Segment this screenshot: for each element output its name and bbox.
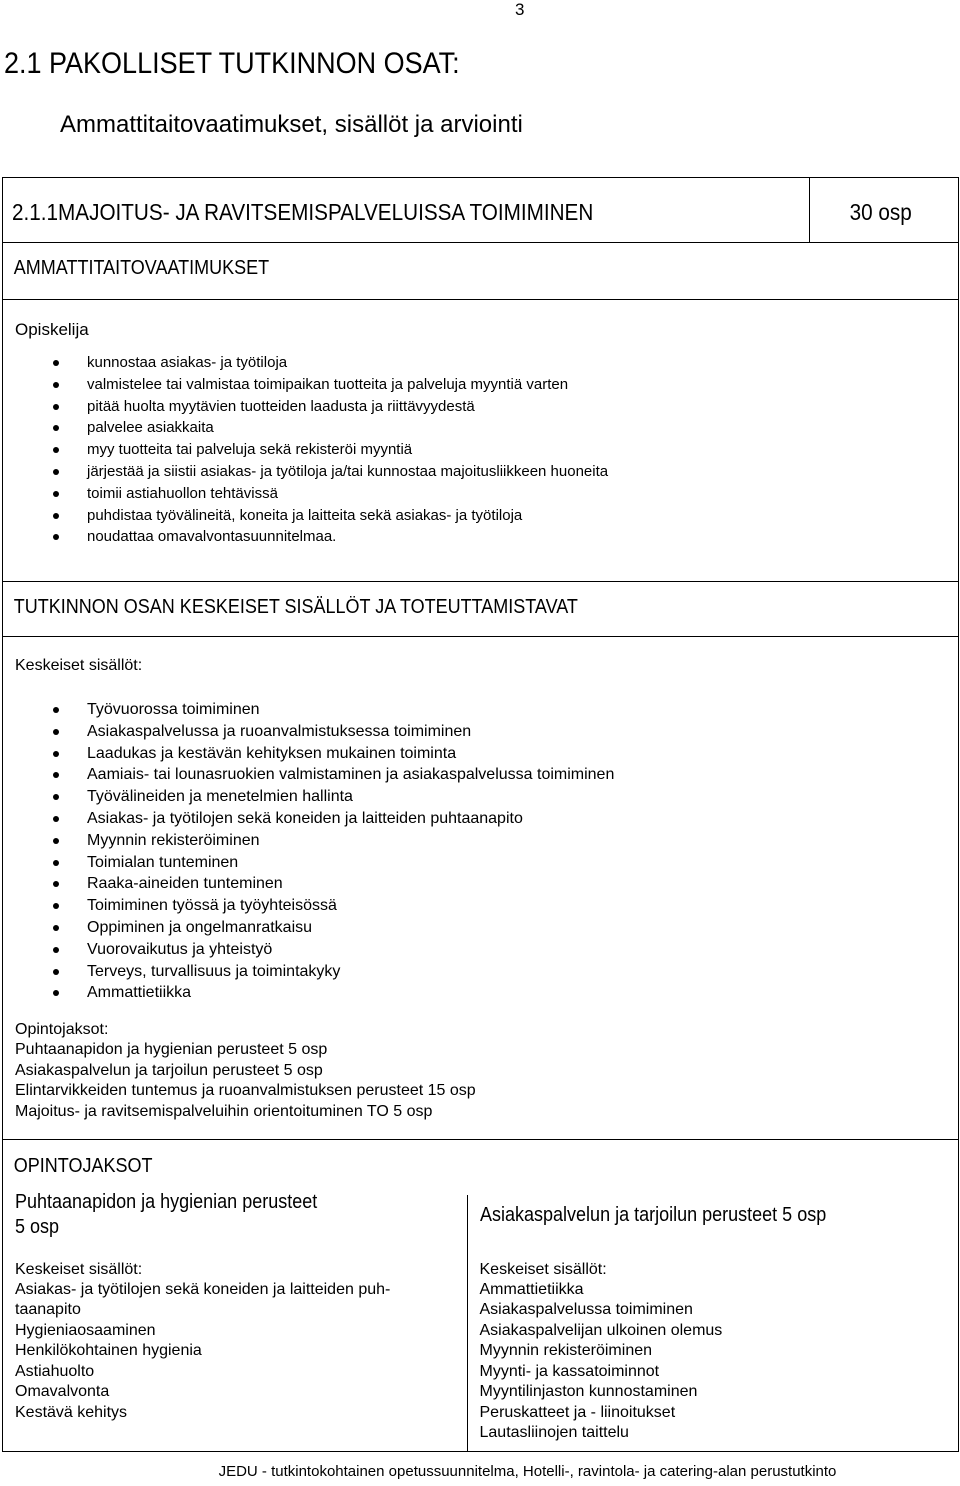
list-item: toimii astiahuollon tehtävissä [15,483,946,505]
opintojakso-line: Elintarvikkeiden tuntemus ja ruoanvalmistuksen perusteet 15 osp [15,1082,476,1100]
page-number: 3 [515,0,525,19]
opintojaksot-label: Opintojaksot: [15,1021,109,1039]
left-course-label: Keskeiset sisällöt: [15,1260,143,1278]
list-item: Asiakas- ja työtilojen sekä koneiden ja laitteiden puhtaanapito [15,808,946,830]
right-course-item: Lautasliinojen taittelu [479,1424,629,1441]
list-item: Ammattietiikka [15,982,946,1004]
left-course-item: Astiahuolto [15,1362,95,1380]
right-course-item: Asiakaspalvelijan ulkoinen olemus [479,1321,723,1339]
list-item: kunnostaa asiakas- ja työtiloja [15,352,946,374]
list-item: Vuorovaikutus ja yhteistyö [15,939,946,961]
left-course-item: Kestävä kehitys [15,1403,128,1421]
ammattitaito-list [15,352,946,548]
list-item: puhdistaa työvälineitä, koneita ja laitteita sekä asiakas- ja työtiloja [15,505,946,527]
left-course-title-line1: Puhtaanapidon ja hygienian perusteet [15,1190,318,1213]
ammattitaito-content-row [3,300,959,582]
right-course-item: Asiakaspalvelussa toimiminen [479,1301,693,1318]
list-item: myy tuotteita tai palveluja sekä rekisteröi myyntiä [15,439,946,461]
right-course-item: Ammattietiikka [479,1280,584,1298]
opintojaksot-columns-row [3,1195,959,1451]
list-item: valmistelee tai valmistaa toimipaikan tuotteita ja palveluja myyntiä varten [15,374,946,396]
opintojaksot-inner-table [3,1139,959,1451]
opintojaksot-heading: OPINTOJAKSOT [13,1155,153,1178]
opintojaksot-heading-row [3,1140,959,1195]
sisallot-heading: TUTKINNON OSAN KESKEISET SISÄLLÖT JA TOTEUTTAMISTAVAT [13,596,578,618]
right-course-item: Myynti- ja kassatoiminnot [479,1362,660,1380]
left-course-item: Omavalvonta [15,1383,110,1400]
list-item: Myynnin rekisteröiminen [15,830,946,852]
right-course-item: Peruskatteet ja - liinoitukset [479,1403,676,1421]
list-item: Asiakaspalvelussa ja ruoanvalmistuksessa toimiminen [15,721,946,743]
sisallot-content-row [3,637,959,1140]
list-item: Toimiminen työssä ja työyhteisössä [15,895,946,917]
opintojaksot-row [3,1140,959,1452]
list-item: Työvuorossa toimiminen [15,699,946,721]
left-course-item: Hygieniaosaaminen [15,1321,156,1339]
right-course-item: Myynnin rekisteröiminen [479,1342,653,1359]
sisallot-list [15,699,946,1004]
left-course-item: Asiakas- ja työtilojen sekä koneiden ja laitteiden puh- [15,1280,391,1298]
page-title: 2.1 PAKOLLISET TUTKINNON OSAT: [4,47,460,80]
list-item: noudattaa omavalvontasuunnitelmaa. [15,526,946,548]
list-item: Toimialan tunteminen [15,852,946,874]
left-course-item: Henkilökohtainen hygienia [15,1342,202,1359]
section-title-row [3,178,959,243]
list-item: palvelee asiakkaita [15,417,946,439]
page-subtitle: Ammattitaitovaatimukset, sisällöt ja arviointi [60,111,523,138]
list-item: Aamiais- tai lounasruokien valmistaminen ja asiakaspalvelussa toimiminen [15,764,946,786]
left-course-title-line2: 5 osp [15,1215,60,1238]
ammattitaito-heading-row [3,243,959,300]
right-course-title: Asiakaspalvelun ja tarjoilun perusteet 5 osp [479,1203,826,1226]
right-course-label: Keskeiset sisällöt: [479,1260,607,1278]
list-item: Raaka-aineiden tunteminen [15,873,946,895]
list-item: Laadukas ja kestävän kehityksen mukainen toiminta [15,743,946,765]
list-item: pitää huolta myytävien tuotteiden laadusta ja riittävyydestä [15,396,946,418]
sisallot-heading-row [3,582,959,637]
page-footer: JEDU - tutkintokohtainen opetussuunnitelma, Hotelli-, ravintola- ja catering-alan perustutkinto [218,1463,837,1480]
opintojakso-line: Asiakaspalvelun ja tarjoilun perusteet 5 osp [15,1061,323,1079]
list-item: järjestää ja siistii asiakas- ja työtiloja ja/tai kunnostaa majoitusliikkeen huoneita [15,461,946,483]
opintojakso-line: Puhtaanapidon ja hygienian perusteet 5 osp [15,1041,328,1059]
list-item: Terveys, turvallisuus ja toimintakyky [15,961,946,983]
list-item: Oppiminen ja ongelmanratkaisu [15,917,946,939]
section-credits: 30 osp [849,199,912,225]
ammattitaito-intro: Opiskelija [15,320,89,339]
ammattitaito-heading: AMMATTITAITOVAATIMUKSET [13,257,270,279]
right-course-item: Myyntilinjaston kunnostaminen [479,1383,698,1400]
list-item: Työvälineiden ja menetelmien hallinta [15,786,946,808]
section-title: 2.1.1MAJOITUS- JA RAVITSEMISPALVELUISSA TOIMIMINEN [12,199,594,225]
sisallot-label: Keskeiset sisällöt: [15,657,143,674]
opintojakso-line: Majoitus- ja ravitsemispalveluihin orientoituminen TO 5 osp [15,1102,433,1120]
left-course-item: taanapito [15,1301,81,1318]
curriculum-table [2,177,959,1452]
